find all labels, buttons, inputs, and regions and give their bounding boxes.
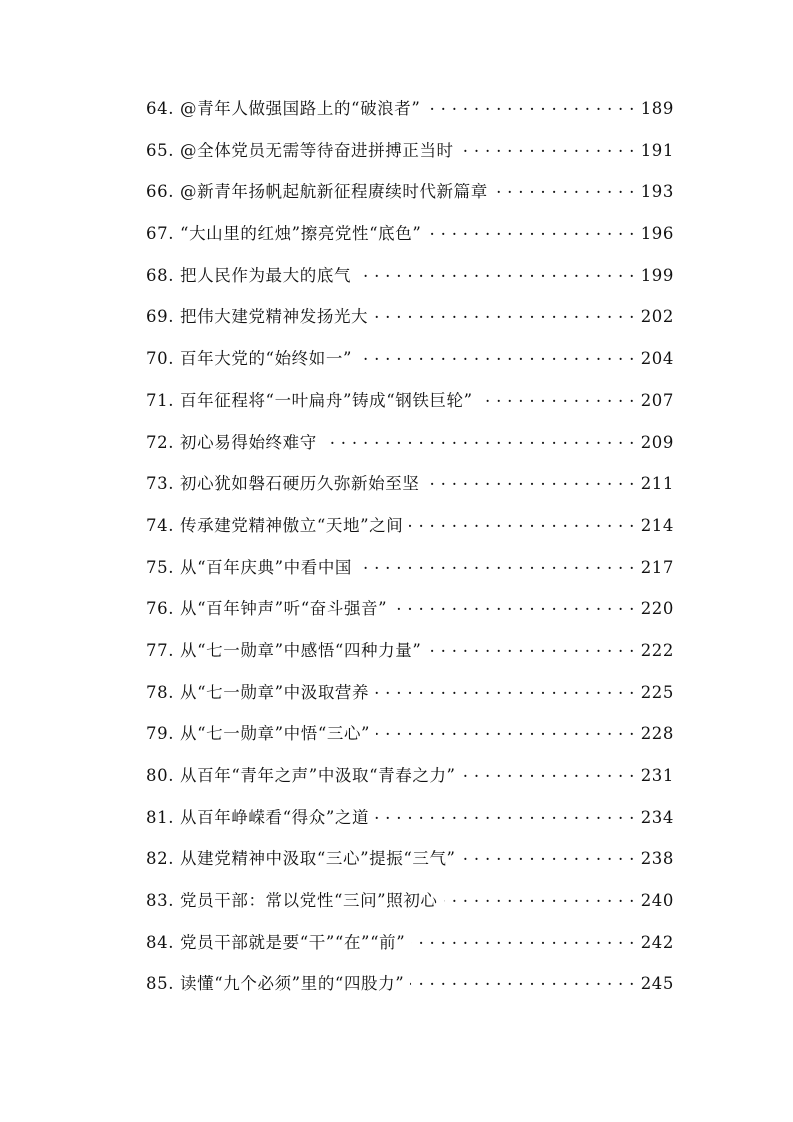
toc-entry-number: 83. [146,891,175,911]
toc-entry-number: 69. [146,307,175,327]
toc-entry-title: 从建党精神中汲取“三心”提振“三气” [180,849,456,869]
toc-dot-leader [444,890,635,907]
toc-entry-title: 把伟大建党精神发扬光大 [180,307,369,327]
toc-entry[interactable] [146,178,674,220]
toc-entry[interactable] [146,970,674,1012]
toc-entry-title: 传承建党精神傲立“天地”之间 [180,515,404,535]
toc-entry-page-number: 199 [640,265,674,285]
toc-entry-title: 党员干部：常以党性“三问”照初心 [180,891,438,911]
toc-entry-number: 73. [146,474,175,494]
toc-dot-leader [427,639,634,656]
toc-entry-title: 从“百年庆典”中看中国 [180,557,353,577]
toc-entry-title: 从“百年钟声”听“奋斗强音” [180,599,388,619]
toc-dot-leader [462,848,635,865]
toc-entry-title: 从“七一勋章”中感悟“四种力量” [180,640,422,660]
toc-dot-leader [410,973,634,990]
toc-entry-number: 85. [146,974,175,994]
toc-entry-number: 75. [146,557,175,577]
toc-entry-number: 65. [146,140,175,160]
toc-entry[interactable] [146,845,674,887]
toc-entry-page-number: 189 [640,99,674,118]
toc-entry-page-number: 231 [640,766,674,785]
toc-entry[interactable] [146,95,674,137]
toc-entry-number: 66. [146,182,175,202]
toc-dot-leader [479,389,635,406]
toc-entry-page-number: 217 [640,557,674,577]
toc-entry[interactable] [146,679,674,721]
toc-entry[interactable] [146,720,674,762]
toc-entry-number: 84. [146,932,175,952]
toc-entry-title: 初心易得始终难守 [180,432,317,452]
toc-dot-leader [357,264,635,281]
toc-entry[interactable] [146,554,674,596]
toc-dot-leader [494,181,635,198]
toc-entry-page-number: 234 [640,807,674,827]
toc-entry-title: 从“七一勋章”中汲取营养 [180,682,370,702]
toc-dot-leader [376,723,635,740]
toc-entry-page-number: 245 [640,974,674,994]
toc-entry-title: @全体党员无需等待奋进拼搏正当时 [180,140,454,160]
toc-entry-title: 把人民作为最大的底气 [180,265,352,285]
toc-dot-leader [393,598,635,615]
toc-dot-leader [462,765,635,782]
toc-entry[interactable] [146,887,674,929]
toc-entry-page-number: 225 [640,682,674,702]
toc-entry-page-number: 202 [640,307,674,327]
toc-entry-title: 从百年“青年之声”中汲取“青春之力” [180,766,456,785]
toc-entry[interactable] [146,637,674,679]
toc-entry-page-number: 214 [640,515,674,535]
toc-entry-title: 初心犹如磐石硬历久弥新始至坚 [180,474,420,494]
toc-entry-title: 从“七一勋章”中悟“三心” [180,724,371,744]
toc-entry-page-number: 240 [640,891,674,911]
toc-entry[interactable] [146,429,674,471]
toc-dot-leader [411,931,634,948]
toc-entry-title: 读懂“九个必须”里的“四股力” [180,974,405,994]
toc-entry[interactable] [146,303,674,345]
toc-dot-leader [425,473,634,490]
toc-entry-page-number: 211 [640,474,674,494]
toc-dot-leader [358,556,635,573]
toc-entry-number: 70. [146,349,175,369]
toc-entry-number: 64. [146,99,175,118]
toc-dot-leader [323,431,635,448]
toc-entry-page-number: 196 [640,224,674,244]
toc-entry-page-number: 193 [640,182,674,202]
toc-dot-leader [426,98,634,115]
toc-entry-number: 68. [146,265,175,285]
toc-entry-title: @新青年扬帆起航新征程赓续时代新篇章 [180,182,488,202]
toc-entry-title: 党员干部就是要“干”“在”“前” [180,932,406,952]
toc-entry[interactable] [146,595,674,637]
toc-entry-page-number: 220 [640,599,674,619]
toc-entry[interactable] [146,387,674,429]
toc-entry-number: 77. [146,640,175,660]
table-of-contents [146,95,674,1012]
toc-entry-page-number: 238 [640,849,674,869]
toc-entry-title: @青年人做强国路上的“破浪者” [180,99,421,118]
toc-entry-number: 72. [146,432,175,452]
toc-dot-leader [460,139,635,156]
toc-dot-leader [375,681,635,698]
toc-entry-page-number: 209 [640,432,674,452]
toc-entry-page-number: 207 [640,390,674,410]
toc-entry-page-number: 222 [640,640,674,660]
toc-entry-number: 71. [146,390,175,410]
toc-entry-number: 80. [146,766,175,785]
toc-entry-number: 76. [146,599,175,619]
toc-entry[interactable] [146,804,674,846]
toc-entry[interactable] [146,220,674,262]
toc-entry-page-number: 242 [640,932,674,952]
toc-entry-number: 81. [146,807,175,827]
toc-entry-page-number: 228 [640,724,674,744]
toc-entry[interactable] [146,762,674,804]
toc-dot-leader [358,348,635,365]
toc-entry[interactable] [146,470,674,512]
toc-dot-leader [427,223,634,240]
toc-dot-leader [409,514,634,531]
toc-dot-leader [374,306,635,323]
toc-entry-number: 78. [146,682,175,702]
toc-entry[interactable] [146,512,674,554]
toc-entry[interactable] [146,262,674,304]
toc-entry-page-number: 204 [640,349,674,369]
toc-entry[interactable] [146,137,674,179]
toc-entry-title: 百年征程将“一叶扁舟”铸成“钢铁巨轮” [180,390,473,410]
toc-entry-number: 74. [146,515,175,535]
toc-entry-number: 79. [146,724,175,744]
toc-entry[interactable] [146,345,674,387]
toc-entry-title: “大山里的红烛”擦亮党性“底色” [180,224,422,244]
toc-entry[interactable] [146,929,674,971]
toc-dot-leader [375,806,635,823]
toc-entry-number: 67. [146,224,175,244]
toc-entry-title: 百年大党的“始终如一” [180,349,353,369]
toc-entry-number: 82. [146,849,175,869]
toc-entry-page-number: 191 [640,140,674,160]
toc-entry-title: 从百年峥嵘看“得众”之道 [180,807,370,827]
